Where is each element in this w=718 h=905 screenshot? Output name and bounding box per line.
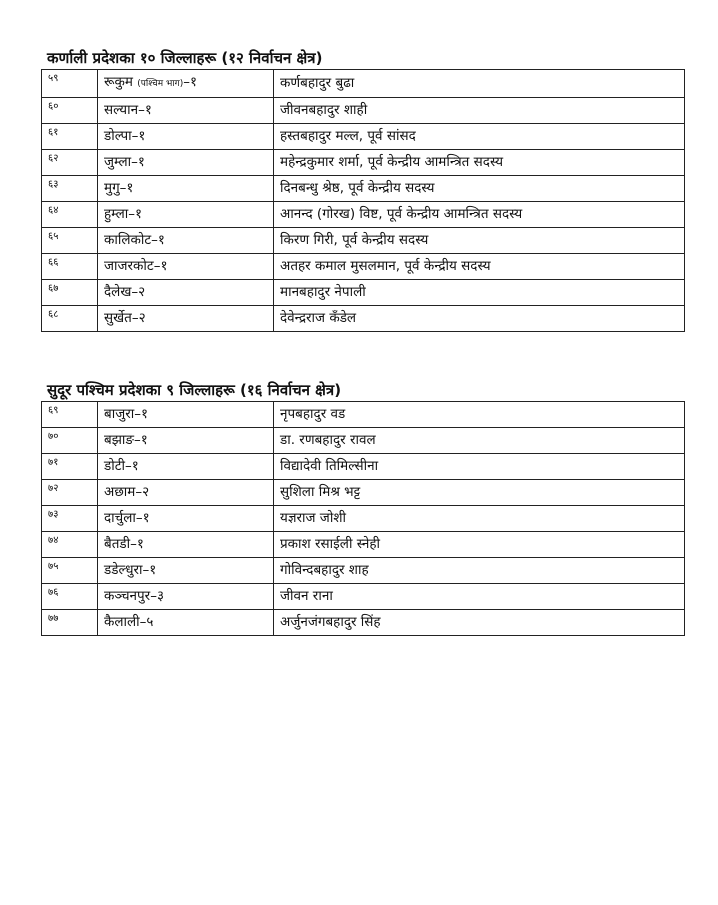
district-cell: हुम्ला–१	[98, 202, 274, 228]
row-number: ६१	[42, 124, 98, 150]
district-cell	[98, 70, 274, 98]
row-number: ६३	[42, 176, 98, 202]
karnali-heading: कर्णाली प्रदेशका १० जिल्लाहरू (१२ निर्वाचन क्षेत्र)	[47, 49, 323, 67]
district-cell: दैलेख–२	[98, 280, 274, 306]
candidate-cell: देवेन्द्रराज कँडेल	[274, 306, 685, 332]
row-number: ६५	[42, 228, 98, 254]
table-row	[42, 280, 685, 306]
table-row	[42, 584, 685, 610]
district-cell: दार्चुला–१	[98, 506, 274, 532]
district-cell: जाजरकोट–१	[98, 254, 274, 280]
row-number: ६८	[42, 306, 98, 332]
district-subtext: (पश्चिम भाग)	[137, 79, 184, 89]
district-cell: सुर्खेत–२	[98, 306, 274, 332]
candidate-cell: महेन्द्रकुमार शर्मा, पूर्व केन्द्रीय आमन्त्रित सदस्य	[274, 150, 685, 176]
candidate-cell: किरण गिरी, पूर्व केन्द्रीय सदस्य	[274, 228, 685, 254]
candidate-cell: अतहर कमाल मुसलमान, पूर्व केन्द्रीय सदस्य	[274, 254, 685, 280]
table-row	[42, 98, 685, 124]
row-number: ७४	[42, 532, 98, 558]
table-row	[42, 428, 685, 454]
candidate-cell: हस्तबहादुर मल्ल, पूर्व सांसद	[274, 124, 685, 150]
district-cell: मुगु–१	[98, 176, 274, 202]
district-cell: सल्यान–१	[98, 98, 274, 124]
candidate-cell: दिनबन्धु श्रेष्ठ, पूर्व केन्द्रीय सदस्य	[274, 176, 685, 202]
table-row	[42, 254, 685, 280]
row-number: ७२	[42, 480, 98, 506]
sudurpashchim-section	[41, 379, 684, 636]
row-number: ७०	[42, 428, 98, 454]
candidate-cell: जीवन राना	[274, 584, 685, 610]
district-cell: डडेल्धुरा–१	[98, 558, 274, 584]
district-suffix: –१	[183, 74, 197, 90]
district-cell: जुम्ला–१	[98, 150, 274, 176]
district-cell: बैतडी–१	[98, 532, 274, 558]
district-cell: कालिकोट–१	[98, 228, 274, 254]
candidate-cell: प्रकाश रसाईली स्नेही	[274, 532, 685, 558]
row-number: ६०	[42, 98, 98, 124]
district-cell: अछाम–२	[98, 480, 274, 506]
district-cell: कञ्चनपुर–३	[98, 584, 274, 610]
row-number: ६९	[42, 402, 98, 428]
candidate-cell: यज्ञराज जोशी	[274, 506, 685, 532]
row-number: ६७	[42, 280, 98, 306]
district-cell: बझाङ–१	[98, 428, 274, 454]
table-row	[42, 202, 685, 228]
candidate-cell: डा. रणबहादुर रावल	[274, 428, 685, 454]
row-number: ७१	[42, 454, 98, 480]
table-row	[42, 124, 685, 150]
table-row	[42, 480, 685, 506]
candidate-cell: कर्णबहादुर बुढा	[274, 70, 685, 98]
table-row	[42, 558, 685, 584]
district-name: रूकुम	[104, 74, 133, 90]
row-number: ५९	[42, 70, 98, 98]
candidate-cell: अर्जुनजंगबहादुर सिंह	[274, 610, 685, 636]
table-row	[42, 306, 685, 332]
candidate-cell: मानबहादुर नेपाली	[274, 280, 685, 306]
table-row	[42, 402, 685, 428]
candidate-cell: सुशिला मिश्र भट्ट	[274, 480, 685, 506]
table-row	[42, 532, 685, 558]
table-row	[42, 70, 685, 98]
district-cell: डोटी–१	[98, 454, 274, 480]
row-number: ७७	[42, 610, 98, 636]
sudurpashchim-heading: सुदूर पश्चिम प्रदेशका ९ जिल्लाहरू (१६ निर्वाचन क्षेत्र)	[47, 381, 342, 399]
candidate-cell: आनन्द (गोरख) विष्ट, पूर्व केन्द्रीय आमन्त्रित सदस्य	[274, 202, 685, 228]
district-cell: बाजुरा–१	[98, 402, 274, 428]
table-row	[42, 176, 685, 202]
table-row	[42, 610, 685, 636]
row-number: ६६	[42, 254, 98, 280]
district-cell: कैलाली–५	[98, 610, 274, 636]
table-row	[42, 454, 685, 480]
karnali-section	[41, 47, 684, 332]
row-number: ६४	[42, 202, 98, 228]
candidate-cell: जीवनबहादुर शाही	[274, 98, 685, 124]
row-number: ६२	[42, 150, 98, 176]
district-cell: डोल्पा–१	[98, 124, 274, 150]
table-row	[42, 506, 685, 532]
row-number: ७६	[42, 584, 98, 610]
karnali-table	[41, 69, 685, 332]
table-row	[42, 150, 685, 176]
sudurpashchim-table	[41, 401, 685, 636]
candidate-cell: गोविन्दबहादुर शाह	[274, 558, 685, 584]
candidate-cell: विद्यादेवी तिमिल्सीना	[274, 454, 685, 480]
table-row	[42, 228, 685, 254]
row-number: ७५	[42, 558, 98, 584]
candidate-cell: नृपबहादुर वड	[274, 402, 685, 428]
row-number: ७३	[42, 506, 98, 532]
